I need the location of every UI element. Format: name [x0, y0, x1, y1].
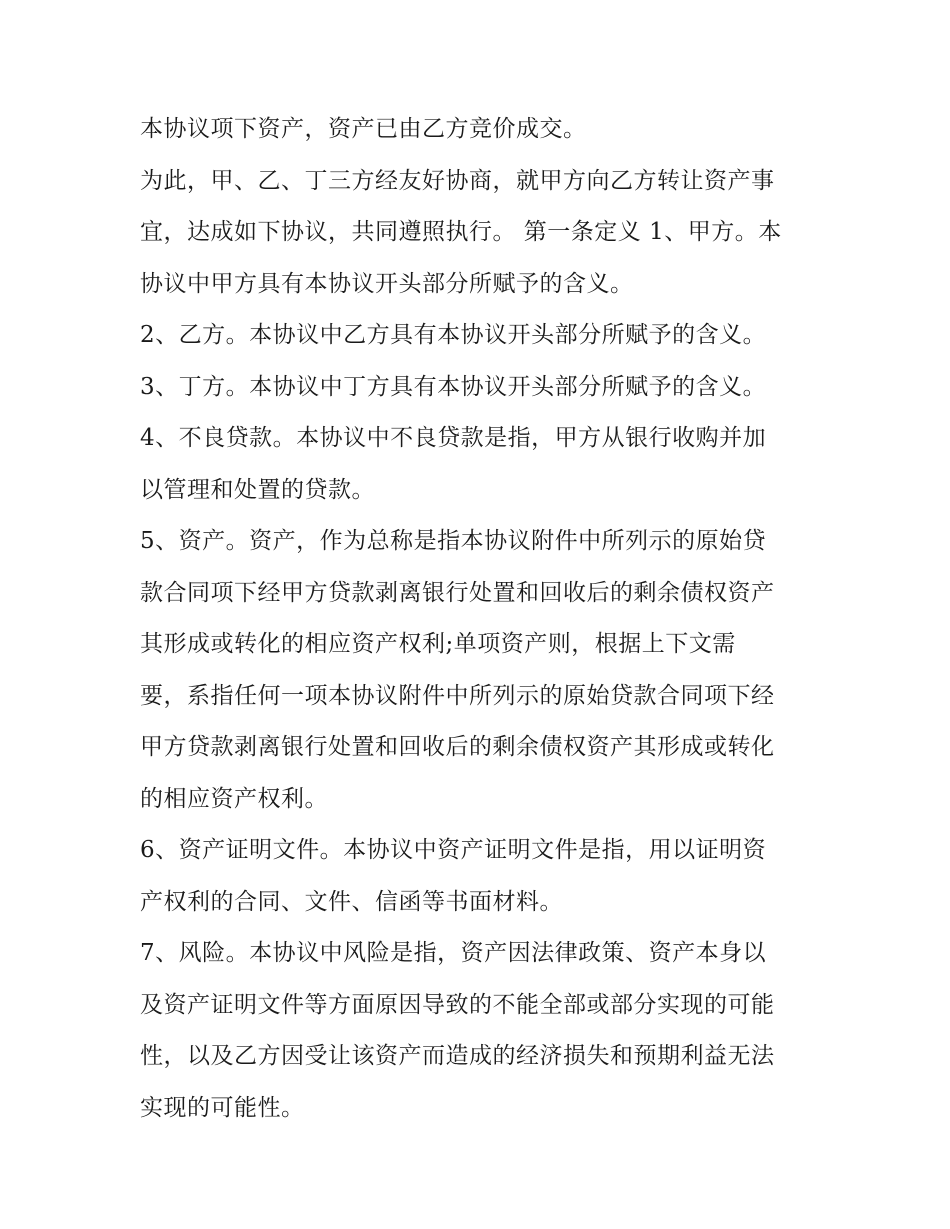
text-line: 5、资产。资产，作为总称是指本协议附件中所列示的原始贷: [140, 528, 767, 554]
text-line: 2、乙方。本协议中乙方具有本协议开头部分所赋予的含义。: [140, 322, 767, 348]
text-line: 甲方贷款剥离银行处置和回收后的剩余债权资产其形成或转化: [140, 734, 775, 760]
text-line: 实现的可能性。: [140, 1094, 305, 1121]
text-line: 协议中甲方具有本协议开头部分所赋予的含义。: [140, 270, 634, 297]
text-line: 产权利的合同、文件、信函等书面材料。: [140, 888, 563, 915]
text-line: 3、丁方。本协议中丁方具有本协议开头部分所赋予的含义。: [140, 373, 767, 400]
text-line: 要，系指任何一项本协议附件中所列示的原始贷款合同项下经: [140, 682, 775, 709]
text-line: 本协议项下资产，资产已由乙方竞价成交。: [140, 116, 587, 142]
text-line: 性，以及乙方因受让该资产而造成的经济损失和预期利益无法: [140, 1043, 775, 1069]
text-line: 7、风险。本协议中风险是指，资产因法律政策、资产本身以: [140, 940, 767, 966]
text-line: 其形成或转化的相应资产权利;单项资产则，根据上下文需: [140, 631, 736, 657]
text-line: 宜，达成如下协议，共同遵照执行。 第一条定义 1、甲方。本: [140, 219, 782, 245]
text-line: 为此，甲、乙、丁三方经友好协商，就甲方向乙方转让资产事: [140, 167, 775, 194]
document-page: [140, 104, 820, 1134]
text-line: 款合同项下经甲方贷款剥离银行处置和回收后的剩余债权资产: [140, 579, 775, 606]
text-line: 的相应资产权利。: [140, 785, 328, 812]
text-line: 以管理和处置的贷款。: [140, 476, 375, 503]
text-line: 4、不良贷款。本协议中不良贷款是指，甲方从银行收购并加: [140, 425, 767, 451]
text-line: 6、资产证明文件。本协议中资产证明文件是指，用以证明资: [140, 837, 767, 863]
text-line: 及资产证明文件等方面原因导致的不能全部或部分实现的可能: [140, 991, 775, 1018]
